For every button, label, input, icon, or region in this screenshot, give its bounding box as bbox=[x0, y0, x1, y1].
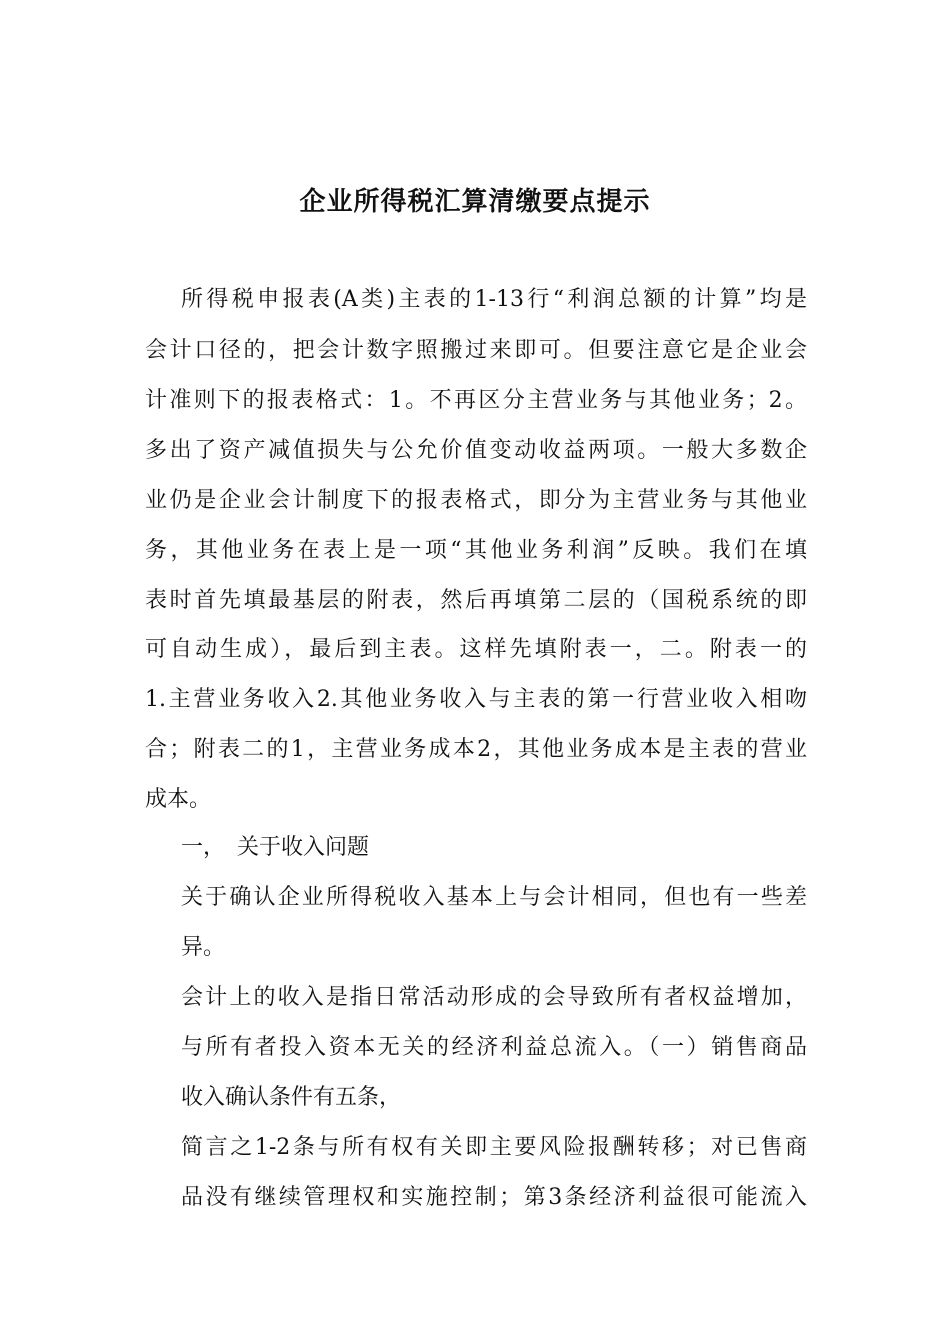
paragraph-line: 务，其他业务在表上是一项“其他业务利润”反映。我们在填 bbox=[145, 538, 807, 563]
section-number: 一， bbox=[181, 835, 226, 860]
paragraph-line: 收入确认条件有五条， bbox=[181, 1085, 402, 1110]
paragraph-line: 多出了资产减值损失与公允价值变动收益两项。一般大多数企 bbox=[145, 438, 807, 463]
paragraph-line: 与所有者投入资本无关的经济利益总流入。（一）销售商品 bbox=[181, 1035, 807, 1060]
paragraph-line: 品没有继续管理权和实施控制；第3条经济利益很可能流入 bbox=[181, 1185, 807, 1210]
paragraph-line: 会计口径的，把会计数字照搬过来即可。但要注意它是企业会 bbox=[145, 338, 807, 363]
paragraph-line: 所得税申报表(A类)主表的1-13行“利润总额的计算”均是 bbox=[181, 287, 807, 312]
document-title: 企业所得税汇算清缴要点提示 bbox=[299, 187, 651, 217]
paragraph-line: 关于确认企业所得税收入基本上与会计相同，但也有一些差 bbox=[181, 885, 807, 910]
section-heading bbox=[181, 834, 807, 862]
paragraph-line: 会计上的收入是指日常活动形成的会导致所有者权益增加， bbox=[181, 985, 807, 1010]
paragraph-line: 业仍是企业会计制度下的报表格式，即分为主营业务与其他业 bbox=[145, 488, 807, 513]
paragraph-line: 成本。 bbox=[145, 787, 212, 812]
paragraph-line: 1.主营业务收入2.其他业务收入与主表的第一行营业收入相吻 bbox=[145, 687, 807, 712]
paragraph-line: 异。 bbox=[181, 935, 226, 960]
paragraph-line: 可自动生成），最后到主表。这样先填附表一，二。附表一的 bbox=[145, 637, 807, 662]
paragraph-line: 简言之1-2条与所有权有关即主要风险报酬转移；对已售商 bbox=[181, 1135, 807, 1160]
section-title: 关于收入问题 bbox=[237, 835, 370, 860]
paragraph-line: 合；附表二的1，主营业务成本2，其他业务成本是主表的营业 bbox=[145, 737, 807, 762]
paragraph-line: 计准则下的报表格式：1。不再区分主营业务与其他业务；2。 bbox=[145, 388, 807, 413]
paragraph-line: 表时首先填最基层的附表，然后再填第二层的（国税系统的即 bbox=[145, 588, 807, 613]
